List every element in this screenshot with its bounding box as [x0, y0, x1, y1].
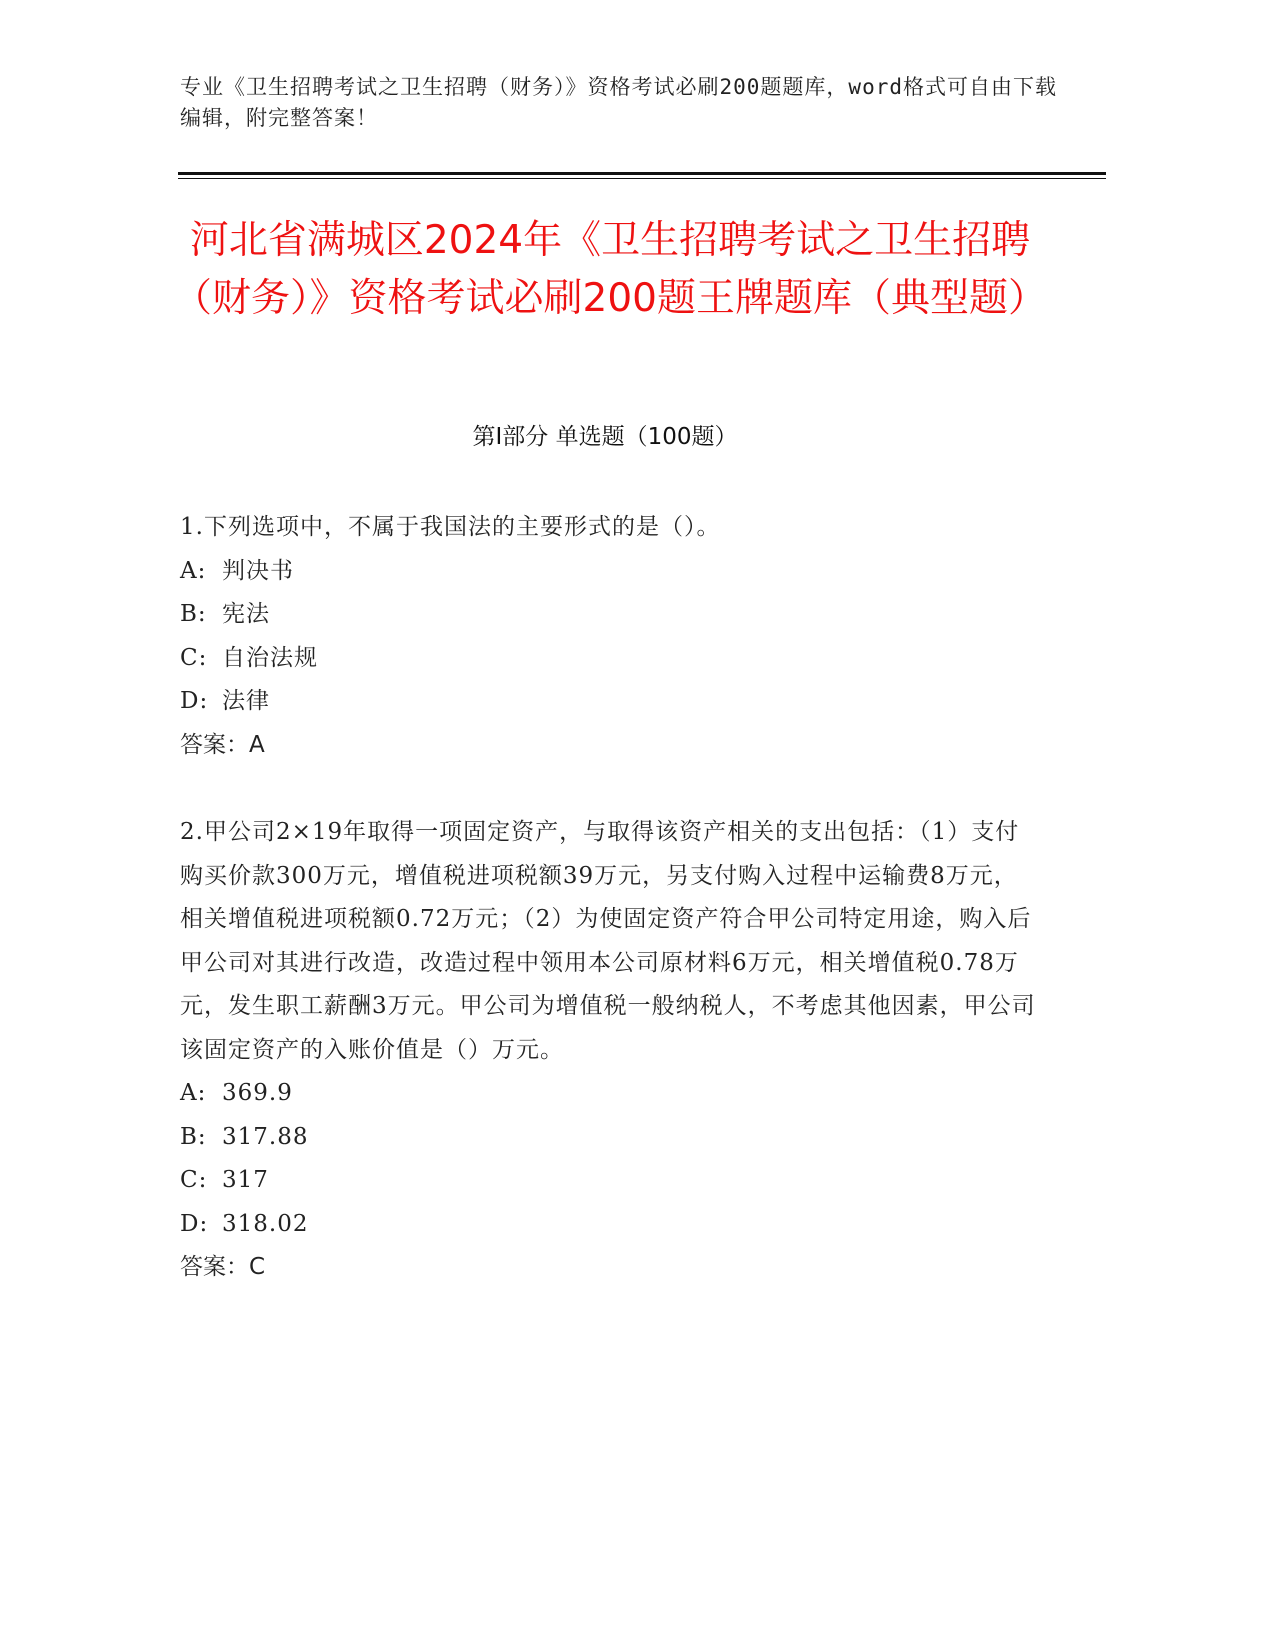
option-b — [180, 593, 1040, 637]
answer-line: 答案：C — [180, 1254, 266, 1280]
option-b — [180, 1116, 1040, 1160]
option-letter: A: — [180, 557, 207, 584]
answer-line: 答案：A — [180, 731, 265, 758]
option-a — [180, 550, 1040, 594]
option-text: 自治法规 — [222, 644, 318, 671]
option-letter: C: — [180, 1167, 208, 1193]
question-spacer — [180, 767, 1040, 811]
option-d — [180, 1203, 1040, 1247]
question-2 — [180, 811, 1040, 1290]
option-text: 318.02 — [222, 1210, 309, 1237]
option-text: 法律 — [222, 688, 270, 714]
question-stem: 1.下列选项中，不属于我国法的主要形式的是（）。 — [180, 514, 721, 540]
option-text: 317 — [222, 1167, 269, 1193]
option-d — [180, 680, 1040, 724]
option-letter: A: — [180, 1080, 207, 1106]
section-heading: 第Ⅰ部分 单选题（100题） — [472, 424, 738, 450]
question-stem: 2.甲公司2×19年取得一项固定资产，与取得该资产相关的支出包括：（1）支付购买价款300万元，增值税进项税额39万元，另支付购入过程中运输费8万元，相关增值税进项税额0.72万元；（2）为使固定资产符合甲公司特定用途，购入后甲公司对其进行改造，改造过程中领用本公司原材料6万元，相关增值税0.78万元，发生职工薪酬3万元。甲公司为增值税一般纳税人，不考虑其他因素，甲公司该固定资产的入账价值是（）万元。 — [180, 819, 1036, 1063]
header-divider-thin — [178, 178, 1106, 179]
option-text: 369.9 — [222, 1080, 293, 1106]
option-a — [180, 1072, 1040, 1116]
option-letter: D: — [180, 1210, 209, 1237]
option-c — [180, 1159, 1040, 1203]
header-divider-thick — [178, 172, 1106, 175]
option-text: 317.88 — [222, 1123, 309, 1150]
option-text: 判决书 — [222, 557, 294, 584]
option-letter: B: — [180, 1123, 207, 1150]
question-list — [180, 506, 1040, 1290]
header-note: 专业《卫生招聘考试之卫生招聘（财务）》资格考试必刷200题题库，word格式可自由下载编辑，附完整答案！ — [180, 75, 1057, 130]
question-1 — [180, 506, 1040, 767]
option-letter: C: — [180, 644, 208, 671]
option-letter: B: — [180, 601, 207, 627]
option-c — [180, 637, 1040, 681]
document-title: 河北省满城区2024年《卫生招聘考试之卫生招聘（财务）》资格考试必刷200题王牌题库（典型题） — [173, 218, 1047, 321]
option-letter: D: — [180, 688, 209, 714]
option-text: 宪法 — [222, 601, 270, 627]
